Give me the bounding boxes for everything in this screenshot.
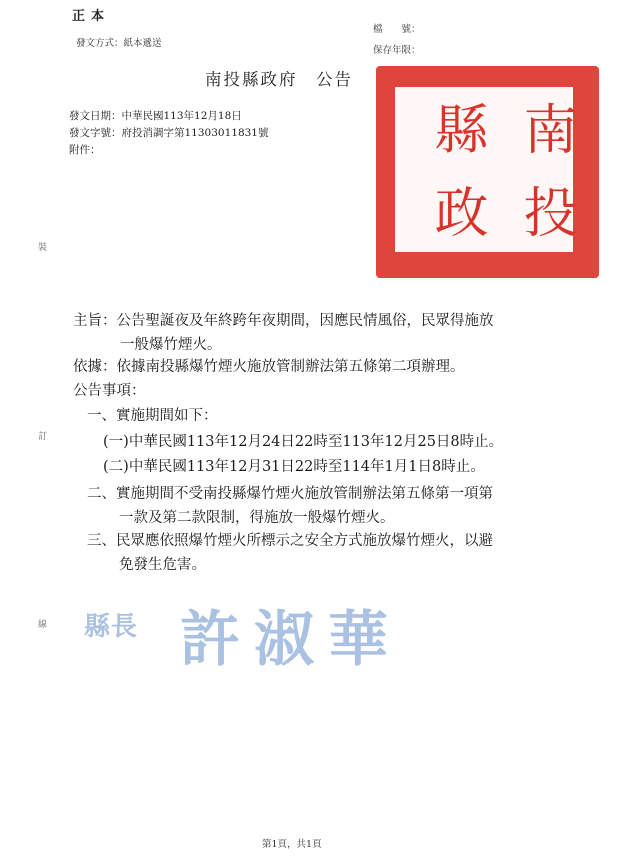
document-title: 南投縣政府 公告 [205, 70, 353, 89]
announcement-header: 公告事項： [73, 383, 146, 399]
item-2-line-1: 二、實施期間不受南投縣爆竹煙火施放管制辦法第五條第一項第 [87, 486, 493, 502]
item-3-line-1: 三、民眾應依照爆竹煙火所標示之安全方式施放爆竹煙火，以避 [87, 533, 493, 549]
subject-paragraph [73, 309, 593, 357]
signature-stamp [70, 588, 430, 675]
binding-mark-xian: 線 [38, 620, 48, 630]
subject-line-1: 主旨：公告聖誕夜及年終跨年夜期間，因應民情風俗，民眾得施放 [73, 313, 494, 329]
copy-label: 正本 [72, 9, 111, 24]
signature-title: 縣長 [84, 612, 139, 642]
item-2 [87, 482, 592, 530]
binding-mark-ding: 訂 [38, 432, 48, 442]
signature-name: 許淑華 [180, 605, 402, 675]
item-1-sub-1: (一)中華民國113年12月24日22時至113年12月25日8時止。 [103, 434, 504, 450]
item-3 [87, 529, 592, 577]
item-3-line-2: 免發生危害。 [119, 557, 206, 573]
seal-characters: 南 投 縣 政 [426, 101, 578, 238]
item-2-line-2: 一款及第二款限制，得施放一般爆竹煙火。 [119, 510, 395, 526]
subject-line-2: 一般爆竹煙火。 [120, 337, 222, 353]
seal-inner-frame [393, 85, 578, 254]
issue-date: 發文日期：中華民國113年12月18日 [69, 110, 242, 122]
archive-number-label: 檔 號： [373, 24, 421, 35]
official-seal [376, 66, 599, 278]
retention-label: 保存年限： [373, 45, 421, 56]
binding-mark-zhuang: 裝 [38, 243, 48, 253]
attachment-label: 附件： [69, 144, 101, 156]
send-method: 發文方式：紙本遞送 [76, 38, 162, 49]
item-1-sub-2: (二)中華民國113年12月31日22時至114年1月1日8時止。 [103, 459, 485, 475]
basis-paragraph: 依據：依據南投縣爆竹煙火施放管制辦法第五條第二項辦理。 [73, 359, 465, 375]
page-number: 第1頁，共1頁 [262, 839, 322, 850]
document-number: 發文字號：府投消調字第11303011831號 [69, 127, 269, 139]
item-1: 一、實施期間如下： [87, 408, 218, 424]
